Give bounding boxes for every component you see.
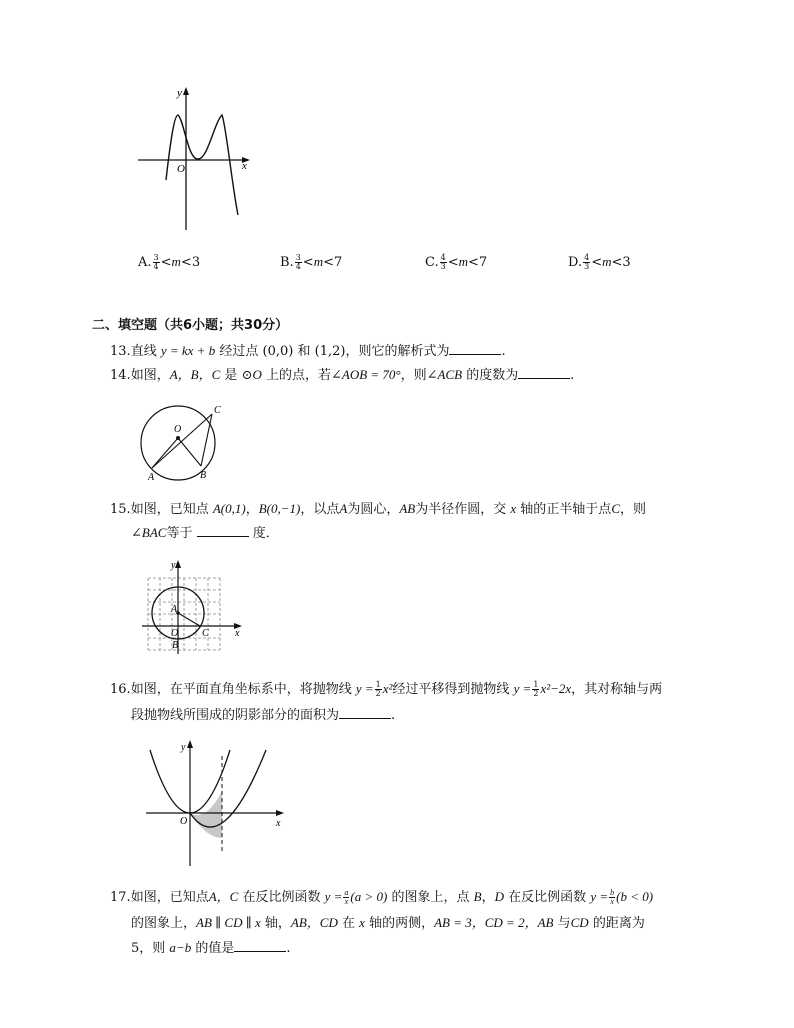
condition: (a > 0) bbox=[350, 889, 388, 904]
point: C bbox=[611, 501, 620, 516]
equation: y = kx + b bbox=[160, 343, 216, 358]
text: 和 bbox=[297, 344, 311, 359]
angle: ∠ACB bbox=[426, 367, 463, 382]
bound: 7 bbox=[333, 255, 343, 270]
less-than: < bbox=[323, 255, 334, 270]
question-number: 14. bbox=[110, 368, 131, 383]
variable: m bbox=[458, 254, 469, 269]
text: 上的点，若 bbox=[265, 368, 331, 383]
fraction: $\frac{4}{3}$ bbox=[440, 253, 446, 271]
dashed-grid bbox=[148, 578, 220, 650]
less-than: < bbox=[447, 255, 459, 270]
text: 等于 bbox=[166, 526, 193, 541]
text: ， bbox=[481, 890, 495, 905]
label-y: y bbox=[171, 560, 176, 571]
question-15 bbox=[110, 498, 646, 520]
text: 如图，在平面直角坐标系中，将抛物线 bbox=[130, 682, 352, 697]
period: . bbox=[570, 368, 575, 383]
bound: 3 bbox=[622, 255, 631, 270]
segments: AB，CD bbox=[290, 915, 338, 930]
segment: AB bbox=[399, 501, 416, 516]
x-axis-label: x bbox=[242, 160, 247, 172]
choice-letter: B. bbox=[280, 255, 294, 270]
y-axis-arrow-icon bbox=[183, 87, 189, 95]
label-o: O bbox=[174, 424, 182, 435]
text: 的图象上， bbox=[131, 916, 197, 931]
equation-left: y = bbox=[324, 889, 343, 904]
choice-b[interactable] bbox=[280, 252, 342, 273]
text: 度． bbox=[252, 526, 279, 541]
origin-label: O bbox=[177, 163, 185, 175]
variable: m bbox=[171, 254, 181, 269]
condition: (b < 0) bbox=[616, 889, 654, 904]
question-number: 16. bbox=[110, 682, 131, 697]
period: . bbox=[391, 708, 396, 723]
text: 轴的两侧， bbox=[369, 916, 435, 931]
question-16 bbox=[110, 678, 662, 700]
text: ，其对称轴与两 bbox=[571, 682, 663, 697]
x-axis-arrow-icon bbox=[276, 810, 284, 816]
text: 如图，已知点 bbox=[130, 890, 209, 905]
figure-14-circle bbox=[130, 398, 230, 486]
label-o: O bbox=[180, 816, 188, 827]
question-17 bbox=[110, 886, 653, 908]
fraction: $\frac{b}{x}$ bbox=[610, 888, 615, 906]
axis: x bbox=[359, 915, 365, 930]
segment: CD bbox=[570, 915, 589, 930]
text: 在反比例函数 bbox=[508, 890, 587, 905]
bound: 3 bbox=[191, 255, 201, 270]
question-17-line2 bbox=[131, 912, 645, 934]
period: . bbox=[501, 344, 506, 359]
text: 为半径作圆，交 bbox=[415, 502, 507, 517]
equation-left: y = bbox=[355, 681, 374, 696]
fraction: $\frac{3}{4}$ bbox=[295, 253, 301, 271]
answer-blank[interactable] bbox=[449, 341, 501, 355]
question-16-line2 bbox=[131, 705, 395, 726]
text: 经过点 bbox=[219, 344, 259, 359]
answer-blank[interactable] bbox=[339, 705, 391, 719]
choice-d[interactable] bbox=[568, 252, 631, 273]
text: 为圆心， bbox=[347, 502, 400, 517]
segment-ac bbox=[178, 613, 200, 626]
text: ，以点 bbox=[300, 502, 340, 517]
text: 的图象上，点 bbox=[391, 890, 470, 905]
shaded-region bbox=[190, 791, 222, 838]
text: 的距离为 bbox=[592, 916, 645, 931]
text: 轴， bbox=[264, 916, 291, 931]
section-title: 二、填空题（共6小题；共30分） bbox=[92, 318, 289, 333]
equation-left: y = bbox=[590, 889, 609, 904]
point: (1,2) bbox=[314, 344, 346, 359]
parabola-shifted-left bbox=[170, 750, 190, 813]
label-b: B bbox=[200, 470, 207, 481]
parallel-relation: AB ∥ CD ∥ x bbox=[196, 915, 261, 930]
variable: m bbox=[602, 254, 612, 269]
choice-letter: A. bbox=[138, 255, 152, 270]
equation-term: x² bbox=[382, 681, 393, 696]
angle: ∠BAC bbox=[131, 525, 167, 540]
bound: 7 bbox=[478, 255, 488, 270]
text: 经过平移得到抛物线 bbox=[392, 682, 510, 697]
less-than: < bbox=[468, 255, 479, 270]
less-than: < bbox=[160, 255, 172, 270]
text: 如图， bbox=[130, 368, 170, 383]
less-than: < bbox=[180, 255, 192, 270]
question-13 bbox=[110, 340, 506, 362]
text: 段抛物线所围成的阴影部分的面积为 bbox=[131, 708, 340, 723]
top-function-graph bbox=[130, 85, 260, 235]
fraction: $\frac{1}{2}$ bbox=[375, 680, 381, 698]
answer-blank[interactable] bbox=[197, 523, 249, 537]
question-17-line3 bbox=[131, 937, 291, 959]
label-c: C bbox=[214, 405, 221, 416]
y-axis-arrow-icon bbox=[187, 740, 193, 748]
less-than: < bbox=[611, 255, 623, 270]
angle: ∠AOB = 70° bbox=[331, 367, 401, 382]
text: 如图，已知点 bbox=[130, 502, 209, 517]
question-number: 17. bbox=[110, 890, 131, 905]
text: 与 bbox=[557, 916, 571, 931]
points: A，B，C bbox=[169, 367, 221, 382]
text: 是 bbox=[224, 368, 238, 383]
text: ， bbox=[245, 502, 259, 517]
label-a: A bbox=[148, 472, 155, 483]
text: 直线 bbox=[130, 344, 157, 359]
point: A bbox=[339, 501, 348, 516]
choice-letter: D. bbox=[568, 255, 583, 270]
label-o: O bbox=[171, 628, 179, 639]
circle-symbol: ⊙O bbox=[241, 367, 262, 382]
fraction: $\frac{1}{2}$ bbox=[533, 680, 539, 698]
variable: m bbox=[313, 254, 324, 269]
label-x: x bbox=[235, 628, 240, 639]
lengths: AB = 3，CD = 2，AB bbox=[434, 915, 554, 930]
text: 5，则 bbox=[131, 941, 166, 956]
fraction: $\frac{4}{3}$ bbox=[584, 253, 590, 271]
label-a: A bbox=[171, 604, 178, 615]
axis: x bbox=[510, 501, 517, 516]
question-15-line2 bbox=[131, 522, 279, 544]
figure-16-parabolas bbox=[140, 738, 290, 870]
text: 在 bbox=[342, 916, 356, 931]
question-14 bbox=[110, 364, 574, 386]
choice-c[interactable] bbox=[425, 252, 487, 273]
text: ，则它的解析式为 bbox=[345, 344, 450, 359]
label-y: y bbox=[181, 742, 186, 753]
equation-term: x²−2x bbox=[540, 681, 572, 696]
y-axis-label: y bbox=[177, 87, 182, 99]
less-than: < bbox=[302, 255, 314, 270]
figure-15-grid bbox=[138, 556, 248, 656]
question-number: 13. bbox=[110, 344, 131, 359]
segment-oa bbox=[152, 438, 178, 468]
point: (0,0) bbox=[262, 344, 294, 359]
circle-o bbox=[141, 406, 215, 480]
segment-ac bbox=[152, 414, 212, 468]
choice-a[interactable] bbox=[138, 252, 200, 273]
point: A(0,1) bbox=[212, 501, 246, 516]
text: ，则 bbox=[400, 368, 427, 383]
choice-letter: C. bbox=[425, 255, 439, 270]
text: ，则 bbox=[619, 502, 646, 517]
y-axis-arrow-icon bbox=[175, 560, 181, 568]
text: 的值是 bbox=[195, 941, 235, 956]
period: . bbox=[286, 941, 291, 956]
label-x: x bbox=[276, 818, 281, 829]
label-c: C bbox=[202, 628, 209, 639]
text: 轴的正半轴于点 bbox=[520, 502, 612, 517]
equation-left: y = bbox=[513, 681, 532, 696]
expression: a−b bbox=[169, 940, 192, 955]
fraction: $\frac{3}{4}$ bbox=[153, 253, 159, 271]
text: 在反比例函数 bbox=[242, 890, 321, 905]
question-number: 15. bbox=[110, 502, 131, 517]
text: 的度数为 bbox=[466, 368, 519, 383]
label-b: B bbox=[172, 640, 179, 651]
fraction: $\frac{a}{x}$ bbox=[344, 888, 349, 906]
point: B(0,−1) bbox=[258, 501, 301, 516]
point: B bbox=[473, 889, 482, 904]
less-than: < bbox=[591, 255, 603, 270]
answer-blank[interactable] bbox=[518, 365, 570, 379]
points: A，C bbox=[208, 889, 239, 904]
point: D bbox=[494, 889, 505, 904]
answer-blank[interactable] bbox=[234, 938, 286, 952]
